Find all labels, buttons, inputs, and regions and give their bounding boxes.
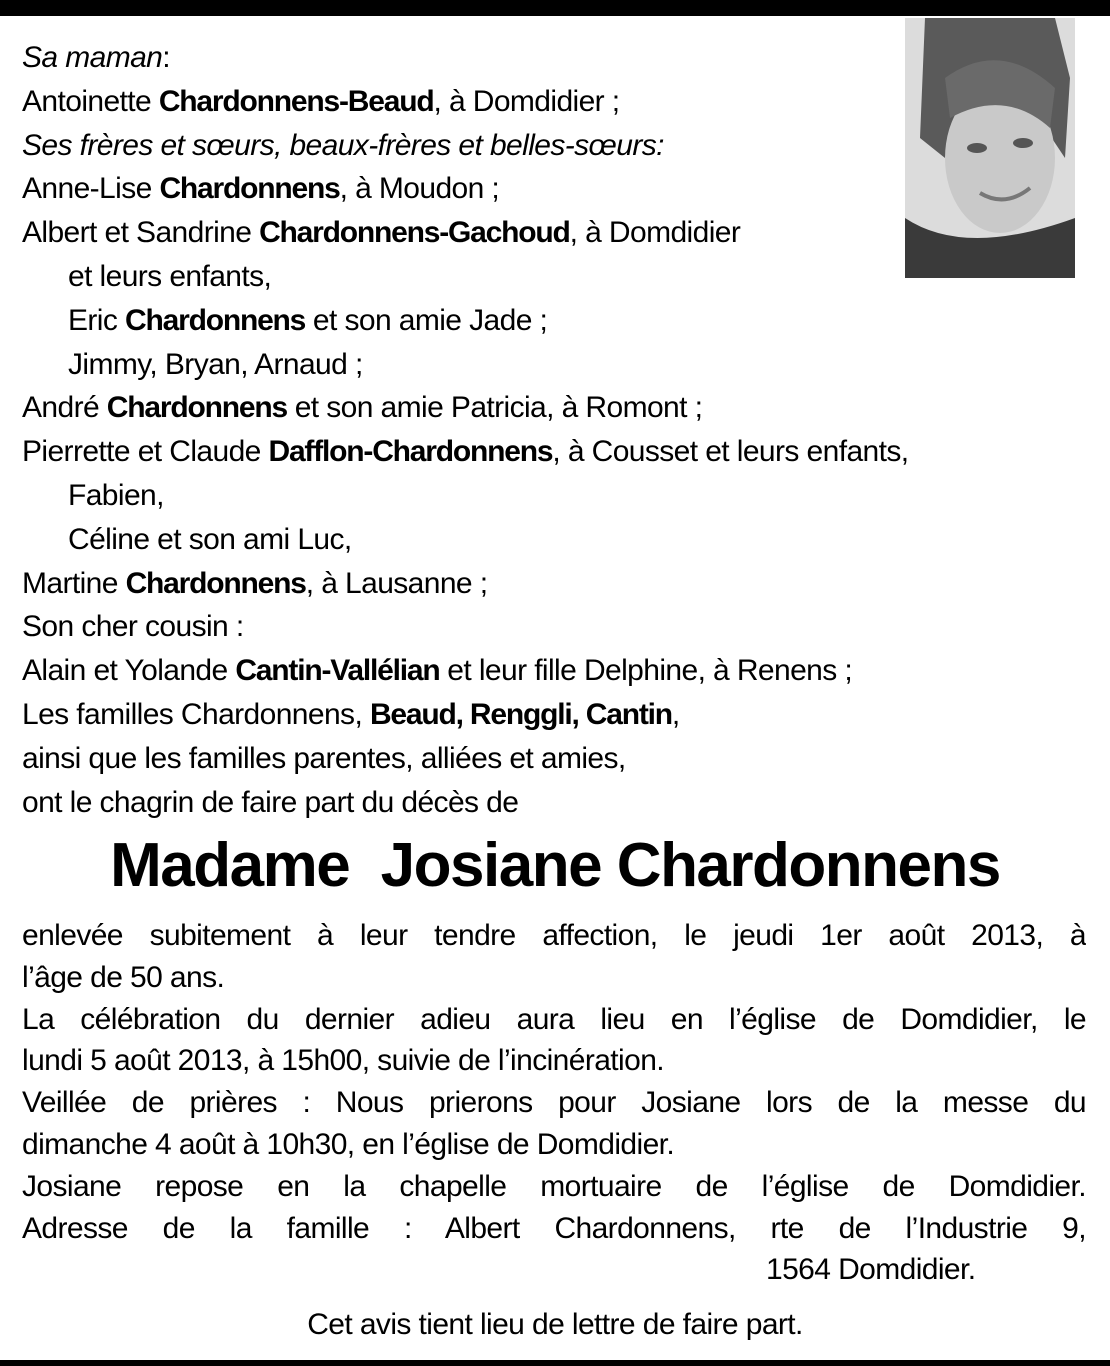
family-name: Beaud, Renggli, Cantin [369,697,672,731]
family-line [22,430,1092,474]
line-text: Martine [22,566,126,600]
family-line [22,562,1092,606]
details-line: l’âge de 50 ans. [22,960,225,994]
family-line [22,167,1092,211]
details-line: dimanche 4 août à 10h30, en l’église de Domdidier. [22,1127,675,1161]
details-line: La célébration du dernier adieu aura lieu en l’église de Domdidier, le [22,1002,1086,1036]
line-text: , à Domdidier ; [433,84,620,118]
line-text: Ses frères et sœurs, beaux-frères et belles-sœurs: [22,128,664,162]
line-text: Antoinette [22,84,159,118]
line-text: Anne-Lise [22,172,160,206]
line-text: Sa maman [22,41,163,74]
line-text: , à Cousset et leurs enfants, [552,435,909,469]
family-line [22,299,1092,343]
line-text: et son amie Jade ; [305,303,548,337]
family-name: Chardonnens [125,566,306,600]
family-line [22,781,1092,825]
family-name: Chardonnens [159,172,340,206]
family-line [22,255,1092,299]
line-text: Jimmy, Bryan, Arnaud ; [68,347,363,381]
family-line [22,474,1092,518]
line-text: Alain et Yolande [22,654,236,688]
line-text: , à Moudon ; [339,172,500,206]
family-line [22,737,1092,781]
line-text: André [22,391,107,425]
line-text: Céline et son ami Luc, [68,522,352,556]
details-line: 1564 Domdidier. [766,1253,976,1287]
family-line [22,124,1092,168]
line-text: Les familles Chardonnens, [22,697,370,731]
deceased-name: Madame Josiane Chardonnens [110,831,1000,900]
line-text: et son amie Patricia, à Romont ; [286,391,703,425]
family-line [22,518,1092,562]
family-line [22,36,1092,80]
family-line [22,211,1092,255]
line-text: et leurs enfants, [68,259,272,293]
family-line [22,693,1092,737]
bottom-border [0,1360,1110,1366]
details-paragraph [22,915,1086,1291]
line-text: , à Lausanne ; [305,566,488,600]
details-line: enlevée subitement à leur tendre affection, le jeudi 1er août 2013, à [22,919,1086,952]
family-line [22,386,1092,430]
line-text: Son cher cousin : [22,610,244,644]
family-name: Dafflon-Chardonnens [268,435,553,469]
line-text: Eric [68,303,126,337]
details-line: Veillée de prières : Nous prierons pour Josiane lors de la messe du [22,1086,1086,1120]
line-text: ainsi que les familles parentes, alliées et amies, [22,741,626,775]
line-text: Pierrette et Claude [22,435,269,469]
family-line [22,343,1092,387]
family-name: Chardonnens [106,391,287,425]
line-text: : [162,41,171,74]
family-line [22,649,1092,693]
closing-note: Cet avis tient lieu de lettre de faire part. [307,1308,803,1341]
line-text: , [671,697,680,731]
line-text: Fabien, [68,478,164,512]
line-text: Albert et Sandrine [22,216,260,250]
details-line: Josiane repose en la chapelle mortuaire de l’église de Domdidier. [22,1169,1086,1203]
details-line: lundi 5 août 2013, à 15h00, suivie de l’incinération. [22,1044,665,1078]
family-line [22,605,1092,649]
family-list [22,36,1092,824]
top-border [0,0,1110,16]
family-name: Cantin-Vallélian [235,654,440,688]
family-name: Chardonnens-Beaud [158,84,434,118]
line-text: , à Domdidier [569,216,741,250]
family-name: Chardonnens-Gachoud [259,216,570,250]
details-line: Adresse de la famille : Albert Chardonnens, rte de l’Industrie 9, [22,1211,1086,1245]
line-text: et leur fille Delphine, à Renens ; [439,654,853,688]
family-line [22,80,1092,124]
family-name: Chardonnens [125,303,306,337]
line-text: ont le chagrin de faire part du décès de [22,785,519,819]
